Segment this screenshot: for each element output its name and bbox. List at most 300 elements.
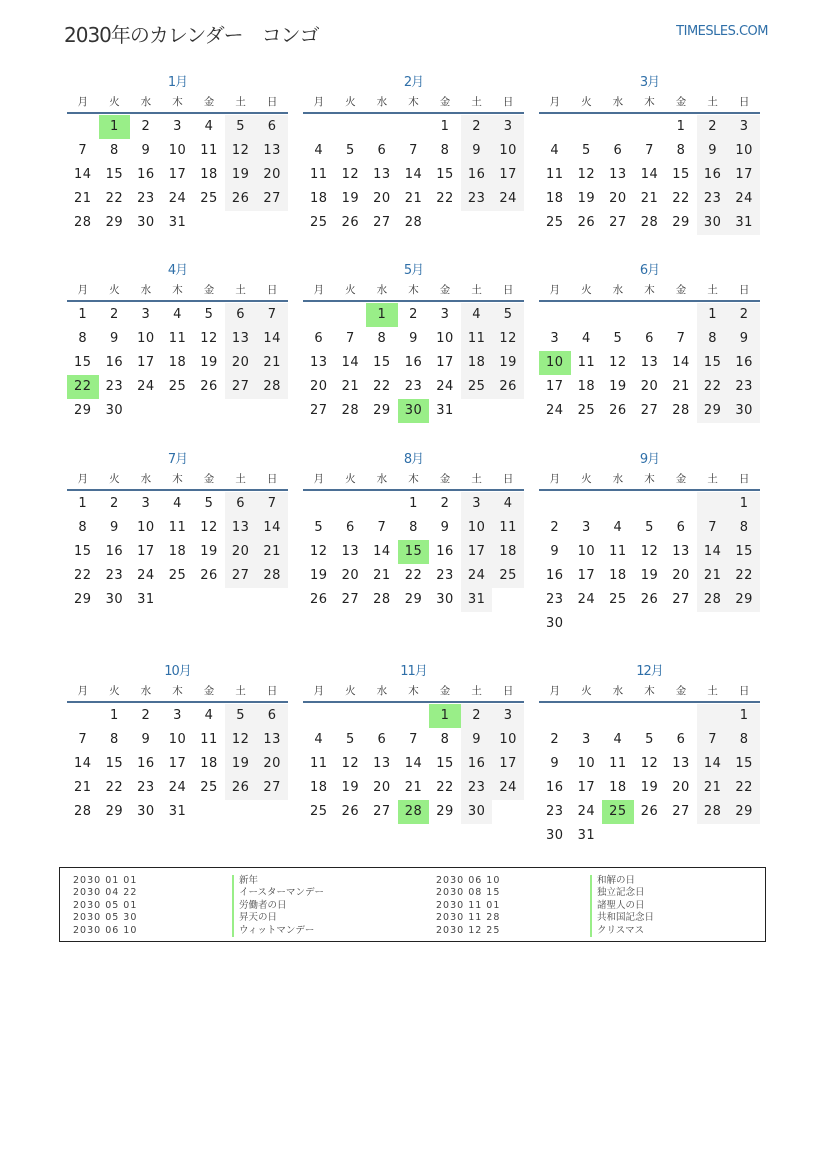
day-cell[interactable]: 7 [697, 516, 729, 540]
day-cell[interactable]: 21 [373, 568, 391, 583]
day-cell[interactable]: 17 [577, 780, 596, 795]
holiday-day-cell[interactable]: 30 [398, 399, 430, 423]
day-cell[interactable]: 10 [492, 139, 524, 163]
day-cell[interactable]: 5 [204, 496, 214, 511]
day-cell[interactable]: 6 [613, 143, 623, 158]
day-cell[interactable]: 31 [577, 828, 596, 843]
day-cell[interactable]: 12 [640, 544, 659, 559]
day-cell[interactable]: 13 [256, 728, 288, 752]
day-cell[interactable]: 17 [728, 163, 760, 187]
day-cell[interactable]: 2 [728, 303, 760, 327]
day-cell[interactable]: 28 [404, 215, 423, 230]
day-cell[interactable]: 23 [404, 379, 423, 394]
day-cell[interactable]: 25 [310, 215, 328, 230]
day-cell[interactable]: 25 [310, 804, 328, 819]
day-cell[interactable]: 22 [373, 379, 391, 394]
day-cell[interactable]: 1 [697, 303, 729, 327]
day-cell[interactable]: 10 [436, 331, 454, 346]
day-cell[interactable]: 20 [640, 379, 659, 394]
day-cell[interactable]: 25 [168, 568, 187, 583]
day-cell[interactable]: 22 [105, 191, 124, 206]
day-cell[interactable]: 4 [461, 303, 493, 327]
day-cell[interactable]: 9 [141, 732, 151, 747]
day-cell[interactable]: 3 [461, 492, 493, 516]
day-cell[interactable]: 16 [546, 568, 564, 583]
day-cell[interactable]: 20 [672, 568, 690, 583]
day-cell[interactable]: 17 [168, 756, 187, 771]
day-cell[interactable]: 14 [672, 355, 690, 370]
day-cell[interactable]: 3 [173, 119, 182, 134]
day-cell[interactable]: 29 [373, 403, 391, 418]
day-cell[interactable]: 30 [546, 828, 564, 843]
day-cell[interactable]: 11 [310, 167, 328, 182]
day-cell[interactable]: 8 [377, 331, 387, 346]
day-cell[interactable]: 24 [168, 191, 187, 206]
day-cell[interactable]: 9 [440, 520, 450, 535]
day-cell[interactable]: 16 [697, 163, 729, 187]
day-cell[interactable]: 28 [373, 592, 391, 607]
holiday-day-cell[interactable]: 1 [429, 704, 461, 728]
day-cell[interactable]: 16 [436, 544, 454, 559]
day-cell[interactable]: 11 [461, 327, 493, 351]
day-cell[interactable]: 7 [676, 331, 686, 346]
day-cell[interactable]: 21 [256, 540, 288, 564]
day-cell[interactable]: 15 [373, 355, 391, 370]
day-cell[interactable]: 26 [225, 776, 257, 800]
day-cell[interactable]: 23 [105, 379, 124, 394]
day-cell[interactable]: 26 [640, 592, 659, 607]
day-cell[interactable]: 19 [609, 379, 627, 394]
day-cell[interactable]: 20 [256, 163, 288, 187]
day-cell[interactable]: 24 [137, 568, 155, 583]
day-cell[interactable]: 22 [436, 780, 454, 795]
day-cell[interactable]: 28 [256, 375, 288, 399]
day-cell[interactable]: 2 [109, 496, 119, 511]
day-cell[interactable]: 30 [105, 592, 124, 607]
day-cell[interactable]: 27 [672, 804, 690, 819]
day-cell[interactable]: 29 [697, 399, 729, 423]
day-cell[interactable]: 11 [577, 355, 596, 370]
day-cell[interactable]: 11 [609, 544, 627, 559]
day-cell[interactable]: 24 [492, 776, 524, 800]
day-cell[interactable]: 4 [613, 520, 623, 535]
day-cell[interactable]: 24 [137, 379, 155, 394]
day-cell[interactable]: 16 [137, 756, 155, 771]
day-cell[interactable]: 21 [697, 776, 729, 800]
day-cell[interactable]: 22 [672, 191, 690, 206]
day-cell[interactable]: 2 [550, 520, 560, 535]
day-cell[interactable]: 23 [728, 375, 760, 399]
day-cell[interactable]: 16 [461, 163, 493, 187]
day-cell[interactable]: 18 [168, 544, 187, 559]
day-cell[interactable]: 2 [550, 732, 560, 747]
day-cell[interactable]: 31 [137, 592, 155, 607]
day-cell[interactable]: 15 [672, 167, 690, 182]
day-cell[interactable]: 19 [225, 163, 257, 187]
day-cell[interactable]: 7 [78, 732, 88, 747]
day-cell[interactable]: 14 [697, 540, 729, 564]
day-cell[interactable]: 16 [105, 355, 124, 370]
day-cell[interactable]: 5 [204, 307, 214, 322]
day-cell[interactable]: 20 [373, 780, 391, 795]
day-cell[interactable]: 20 [373, 191, 391, 206]
day-cell[interactable]: 7 [697, 728, 729, 752]
day-cell[interactable]: 24 [492, 187, 524, 211]
day-cell[interactable]: 1 [440, 119, 450, 134]
day-cell[interactable]: 27 [640, 403, 659, 418]
day-cell[interactable]: 22 [105, 780, 124, 795]
day-cell[interactable]: 24 [461, 564, 493, 588]
day-cell[interactable]: 21 [74, 191, 92, 206]
day-cell[interactable]: 22 [728, 776, 760, 800]
day-cell[interactable]: 7 [377, 520, 387, 535]
day-cell[interactable]: 1 [728, 704, 760, 728]
day-cell[interactable]: 30 [697, 211, 729, 235]
day-cell[interactable]: 12 [310, 544, 328, 559]
day-cell[interactable]: 22 [728, 564, 760, 588]
day-cell[interactable]: 16 [137, 167, 155, 182]
day-cell[interactable]: 4 [581, 331, 591, 346]
day-cell[interactable]: 24 [728, 187, 760, 211]
day-cell[interactable]: 21 [404, 191, 423, 206]
day-cell[interactable]: 5 [645, 520, 654, 535]
day-cell[interactable]: 5 [613, 331, 623, 346]
day-cell[interactable]: 15 [728, 540, 760, 564]
day-cell[interactable]: 10 [168, 143, 187, 158]
day-cell[interactable]: 8 [109, 732, 119, 747]
day-cell[interactable]: 18 [200, 756, 218, 771]
day-cell[interactable]: 15 [105, 167, 124, 182]
day-cell[interactable]: 15 [105, 756, 124, 771]
day-cell[interactable]: 6 [676, 520, 686, 535]
day-cell[interactable]: 3 [581, 520, 591, 535]
day-cell[interactable]: 8 [676, 143, 686, 158]
day-cell[interactable]: 30 [137, 215, 155, 230]
day-cell[interactable]: 20 [310, 379, 328, 394]
day-cell[interactable]: 31 [728, 211, 760, 235]
day-cell[interactable]: 4 [204, 119, 214, 134]
day-cell[interactable]: 23 [461, 776, 493, 800]
day-cell[interactable]: 9 [697, 139, 729, 163]
day-cell[interactable]: 13 [373, 756, 391, 771]
day-cell[interactable]: 22 [404, 568, 423, 583]
day-cell[interactable]: 12 [225, 728, 257, 752]
day-cell[interactable]: 18 [546, 191, 564, 206]
day-cell[interactable]: 18 [577, 379, 596, 394]
day-cell[interactable]: 14 [373, 544, 391, 559]
day-cell[interactable]: 21 [74, 780, 92, 795]
day-cell[interactable]: 2 [141, 119, 151, 134]
day-cell[interactable]: 25 [577, 403, 596, 418]
day-cell[interactable]: 13 [640, 355, 659, 370]
day-cell[interactable]: 13 [256, 139, 288, 163]
day-cell[interactable]: 8 [109, 143, 119, 158]
day-cell[interactable]: 15 [74, 544, 92, 559]
day-cell[interactable]: 14 [74, 756, 92, 771]
day-cell[interactable]: 18 [310, 780, 328, 795]
day-cell[interactable]: 11 [200, 143, 218, 158]
day-cell[interactable]: 19 [577, 191, 596, 206]
day-cell[interactable]: 24 [577, 592, 596, 607]
holiday-day-cell[interactable]: 1 [366, 303, 398, 327]
day-cell[interactable]: 30 [728, 399, 760, 423]
day-cell[interactable]: 31 [168, 215, 187, 230]
day-cell[interactable]: 27 [256, 187, 288, 211]
day-cell[interactable]: 10 [728, 139, 760, 163]
day-cell[interactable]: 14 [74, 167, 92, 182]
day-cell[interactable]: 10 [137, 520, 155, 535]
day-cell[interactable]: 25 [200, 780, 218, 795]
day-cell[interactable]: 8 [440, 143, 450, 158]
day-cell[interactable]: 19 [200, 355, 218, 370]
day-cell[interactable]: 10 [492, 728, 524, 752]
day-cell[interactable]: 7 [409, 732, 418, 747]
day-cell[interactable]: 26 [609, 403, 627, 418]
day-cell[interactable]: 3 [728, 115, 760, 139]
day-cell[interactable]: 5 [225, 704, 257, 728]
day-cell[interactable]: 14 [697, 752, 729, 776]
day-cell[interactable]: 27 [225, 564, 257, 588]
day-cell[interactable]: 7 [256, 303, 288, 327]
day-cell[interactable]: 10 [137, 331, 155, 346]
day-cell[interactable]: 4 [204, 708, 214, 723]
day-cell[interactable]: 30 [546, 616, 564, 631]
day-cell[interactable]: 12 [577, 167, 596, 182]
day-cell[interactable]: 20 [225, 540, 257, 564]
day-cell[interactable]: 24 [546, 403, 564, 418]
day-cell[interactable]: 14 [256, 327, 288, 351]
day-cell[interactable]: 17 [461, 540, 493, 564]
day-cell[interactable]: 13 [373, 167, 391, 182]
day-cell[interactable]: 5 [345, 732, 355, 747]
day-cell[interactable]: 7 [345, 331, 355, 346]
day-cell[interactable]: 8 [697, 327, 729, 351]
day-cell[interactable]: 28 [74, 804, 92, 819]
day-cell[interactable]: 16 [404, 355, 423, 370]
day-cell[interactable]: 21 [697, 564, 729, 588]
day-cell[interactable]: 14 [341, 355, 360, 370]
day-cell[interactable]: 29 [74, 592, 92, 607]
day-cell[interactable]: 3 [550, 331, 560, 346]
day-cell[interactable]: 10 [461, 516, 493, 540]
day-cell[interactable]: 5 [581, 143, 591, 158]
day-cell[interactable]: 6 [256, 704, 288, 728]
day-cell[interactable]: 14 [404, 167, 423, 182]
day-cell[interactable]: 15 [436, 756, 454, 771]
day-cell[interactable]: 3 [440, 307, 450, 322]
day-cell[interactable]: 11 [200, 732, 218, 747]
day-cell[interactable]: 13 [609, 167, 627, 182]
day-cell[interactable]: 4 [173, 307, 182, 322]
day-cell[interactable]: 28 [74, 215, 92, 230]
day-cell[interactable]: 4 [314, 143, 324, 158]
day-cell[interactable]: 19 [200, 544, 218, 559]
day-cell[interactable]: 20 [225, 351, 257, 375]
day-cell[interactable]: 18 [310, 191, 328, 206]
day-cell[interactable]: 29 [404, 592, 423, 607]
day-cell[interactable]: 24 [436, 379, 454, 394]
day-cell[interactable]: 27 [225, 375, 257, 399]
day-cell[interactable]: 17 [492, 163, 524, 187]
day-cell[interactable]: 18 [200, 167, 218, 182]
day-cell[interactable]: 22 [697, 375, 729, 399]
day-cell[interactable]: 12 [225, 139, 257, 163]
day-cell[interactable]: 29 [728, 800, 760, 824]
day-cell[interactable]: 4 [314, 732, 324, 747]
day-cell[interactable]: 17 [137, 544, 155, 559]
day-cell[interactable]: 27 [256, 776, 288, 800]
day-cell[interactable]: 8 [440, 732, 450, 747]
day-cell[interactable]: 10 [577, 756, 596, 771]
day-cell[interactable]: 17 [546, 379, 564, 394]
day-cell[interactable]: 19 [225, 752, 257, 776]
day-cell[interactable]: 9 [141, 143, 151, 158]
day-cell[interactable]: 14 [404, 756, 423, 771]
day-cell[interactable]: 27 [609, 215, 627, 230]
day-cell[interactable]: 16 [546, 780, 564, 795]
holiday-day-cell[interactable]: 10 [539, 351, 571, 375]
day-cell[interactable]: 11 [492, 516, 524, 540]
day-cell[interactable]: 14 [640, 167, 659, 182]
day-cell[interactable]: 28 [256, 564, 288, 588]
day-cell[interactable]: 30 [436, 592, 454, 607]
day-cell[interactable]: 30 [137, 804, 155, 819]
day-cell[interactable]: 31 [461, 588, 493, 612]
day-cell[interactable]: 2 [461, 704, 493, 728]
day-cell[interactable]: 15 [74, 355, 92, 370]
day-cell[interactable]: 12 [492, 327, 524, 351]
day-cell[interactable]: 23 [546, 592, 564, 607]
holiday-day-cell[interactable]: 22 [67, 375, 99, 399]
day-cell[interactable]: 7 [645, 143, 654, 158]
day-cell[interactable]: 29 [672, 215, 690, 230]
day-cell[interactable]: 25 [461, 375, 493, 399]
day-cell[interactable]: 12 [200, 520, 218, 535]
day-cell[interactable]: 7 [78, 143, 88, 158]
day-cell[interactable]: 13 [310, 355, 328, 370]
day-cell[interactable]: 21 [672, 379, 690, 394]
day-cell[interactable]: 11 [609, 756, 627, 771]
day-cell[interactable]: 21 [256, 351, 288, 375]
day-cell[interactable]: 13 [225, 327, 257, 351]
day-cell[interactable]: 13 [672, 544, 690, 559]
day-cell[interactable]: 26 [341, 215, 360, 230]
day-cell[interactable]: 21 [640, 191, 659, 206]
day-cell[interactable]: 28 [341, 403, 360, 418]
day-cell[interactable]: 28 [672, 403, 690, 418]
day-cell[interactable]: 19 [640, 780, 659, 795]
day-cell[interactable]: 18 [168, 355, 187, 370]
day-cell[interactable]: 25 [546, 215, 564, 230]
day-cell[interactable]: 3 [141, 496, 151, 511]
holiday-day-cell[interactable]: 28 [398, 800, 430, 824]
day-cell[interactable]: 23 [546, 804, 564, 819]
day-cell[interactable]: 6 [225, 303, 257, 327]
day-cell[interactable]: 6 [314, 331, 324, 346]
day-cell[interactable]: 26 [341, 804, 360, 819]
day-cell[interactable]: 21 [404, 780, 423, 795]
day-cell[interactable]: 31 [168, 804, 187, 819]
holiday-day-cell[interactable]: 15 [398, 540, 430, 564]
day-cell[interactable]: 27 [341, 592, 360, 607]
day-cell[interactable]: 26 [200, 379, 218, 394]
day-cell[interactable]: 7 [409, 143, 418, 158]
brand-logo[interactable]: TIMESLES.COM [676, 24, 768, 39]
day-cell[interactable]: 26 [577, 215, 596, 230]
day-cell[interactable]: 4 [613, 732, 623, 747]
day-cell[interactable]: 25 [168, 379, 187, 394]
day-cell[interactable]: 19 [341, 780, 360, 795]
day-cell[interactable]: 1 [109, 708, 119, 723]
day-cell[interactable]: 23 [137, 780, 155, 795]
day-cell[interactable]: 19 [492, 351, 524, 375]
day-cell[interactable]: 20 [341, 568, 360, 583]
day-cell[interactable]: 4 [492, 492, 524, 516]
day-cell[interactable]: 18 [492, 540, 524, 564]
day-cell[interactable]: 1 [409, 496, 418, 511]
day-cell[interactable]: 1 [676, 119, 686, 134]
day-cell[interactable]: 11 [168, 520, 187, 535]
day-cell[interactable]: 10 [168, 732, 187, 747]
day-cell[interactable]: 10 [577, 544, 596, 559]
day-cell[interactable]: 26 [492, 375, 524, 399]
day-cell[interactable]: 12 [200, 331, 218, 346]
day-cell[interactable]: 12 [341, 756, 360, 771]
day-cell[interactable]: 1 [78, 496, 88, 511]
day-cell[interactable]: 9 [109, 331, 119, 346]
day-cell[interactable]: 22 [436, 191, 454, 206]
day-cell[interactable]: 17 [137, 355, 155, 370]
day-cell[interactable]: 27 [672, 592, 690, 607]
day-cell[interactable]: 19 [310, 568, 328, 583]
day-cell[interactable]: 15 [697, 351, 729, 375]
day-cell[interactable]: 2 [141, 708, 151, 723]
day-cell[interactable]: 26 [310, 592, 328, 607]
day-cell[interactable]: 6 [645, 331, 654, 346]
day-cell[interactable]: 11 [310, 756, 328, 771]
day-cell[interactable]: 27 [373, 804, 391, 819]
day-cell[interactable]: 8 [78, 520, 88, 535]
day-cell[interactable]: 13 [225, 516, 257, 540]
day-cell[interactable]: 9 [461, 728, 493, 752]
day-cell[interactable]: 17 [492, 752, 524, 776]
day-cell[interactable]: 15 [728, 752, 760, 776]
day-cell[interactable]: 24 [577, 804, 596, 819]
day-cell[interactable]: 12 [341, 167, 360, 182]
day-cell[interactable]: 17 [168, 167, 187, 182]
day-cell[interactable]: 8 [78, 331, 88, 346]
day-cell[interactable]: 1 [78, 307, 88, 322]
day-cell[interactable]: 13 [672, 756, 690, 771]
day-cell[interactable]: 25 [609, 592, 627, 607]
day-cell[interactable]: 12 [609, 355, 627, 370]
day-cell[interactable]: 20 [609, 191, 627, 206]
day-cell[interactable]: 26 [225, 187, 257, 211]
day-cell[interactable]: 13 [341, 544, 360, 559]
day-cell[interactable]: 6 [225, 492, 257, 516]
day-cell[interactable]: 24 [168, 780, 187, 795]
day-cell[interactable]: 2 [409, 307, 418, 322]
day-cell[interactable]: 18 [609, 780, 627, 795]
day-cell[interactable]: 28 [697, 588, 729, 612]
day-cell[interactable]: 9 [109, 520, 119, 535]
day-cell[interactable]: 5 [345, 143, 355, 158]
day-cell[interactable]: 28 [697, 800, 729, 824]
day-cell[interactable]: 6 [377, 732, 387, 747]
day-cell[interactable]: 23 [461, 187, 493, 211]
day-cell[interactable]: 17 [577, 568, 596, 583]
day-cell[interactable]: 11 [168, 331, 187, 346]
